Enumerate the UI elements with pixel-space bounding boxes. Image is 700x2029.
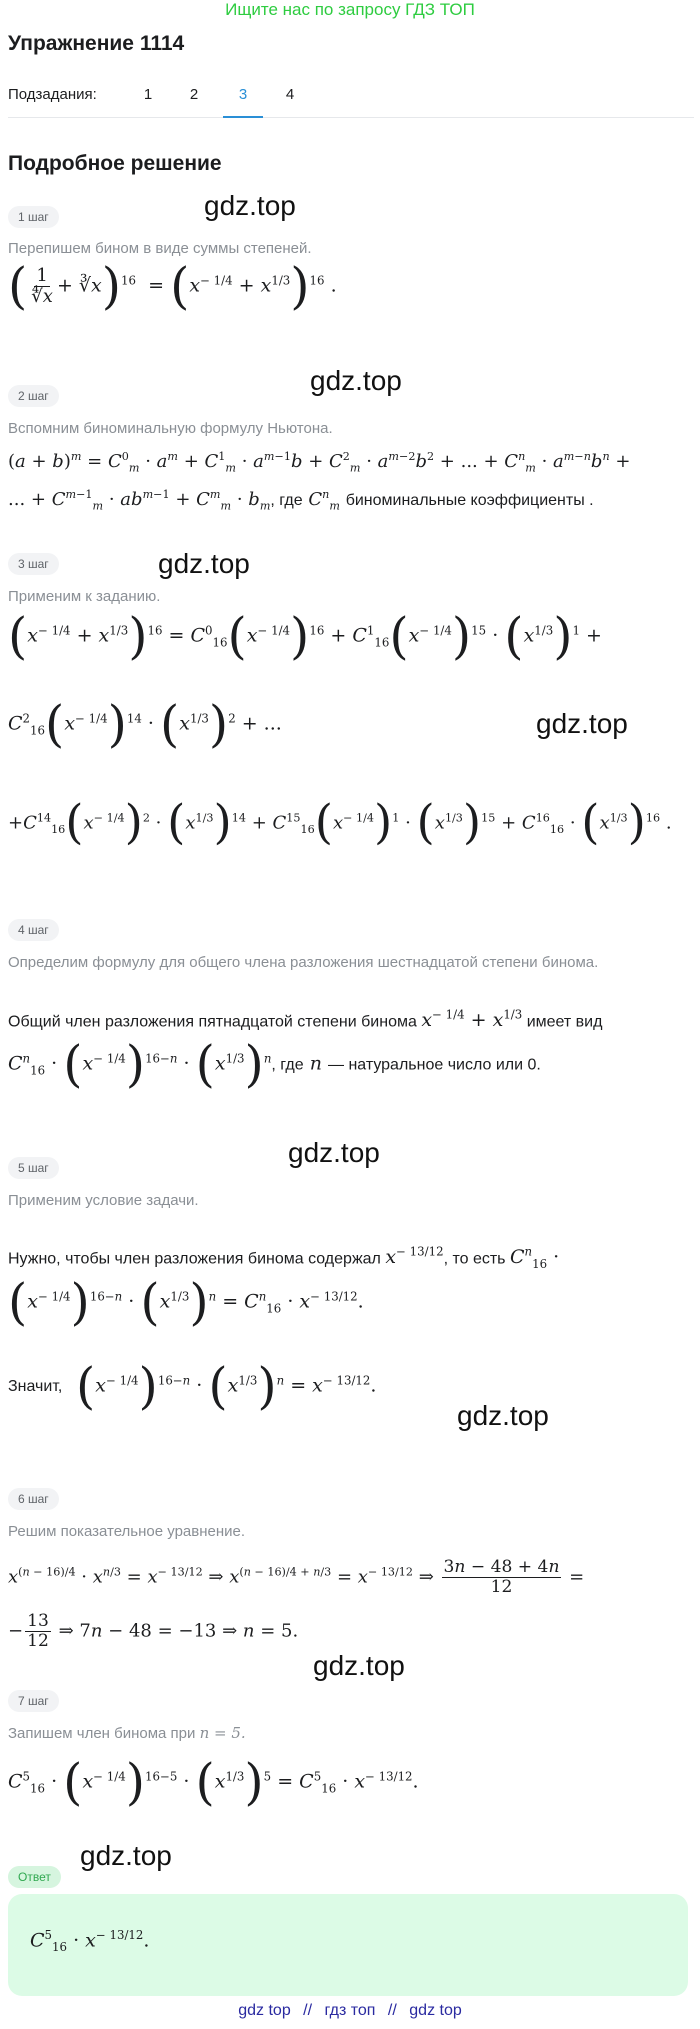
step-7-formula: $C^5_{16} \cdot (x^{- 1/4})^{16-5} \cdot (x^{1/3})^5 = C^5_{16} \cdot x^{- 13/12}$. <box>8 1753 419 1811</box>
footer-links <box>0 2002 700 2020</box>
step-1-desc: Перепишем бином в виде суммы степеней. <box>8 240 312 257</box>
step-5-therefore <box>8 1378 62 1396</box>
step-5-power: $x^{- 13/12}$ <box>385 1245 444 1269</box>
step-2-where: , где <box>270 492 303 509</box>
step-7-badge: 7 шаг <box>8 1690 59 1712</box>
subtasks-bar <box>8 84 694 118</box>
watermark: gdz.top <box>158 548 250 579</box>
step-6-badge: 6 шаг <box>8 1488 59 1510</box>
step-7-desc-value: n = 5. <box>199 1724 246 1742</box>
step-7-desc-text: Запишем член бинома при <box>8 1725 196 1742</box>
footer-link-3[interactable]: gdz top <box>409 2002 462 2019</box>
step-1-badge: 1 шаг <box>8 206 59 228</box>
step-4-natural: — натуральное число или 0. <box>328 1056 541 1074</box>
subtasks-label: Подзадания: <box>8 86 97 103</box>
step-4-where: , где <box>271 1056 304 1074</box>
step-5-formula-1: $(x^{- 1/4})^{16-n} \cdot (x^{1/3})^n = C^n_{16} \cdot x^{- 13/12}$. <box>8 1273 364 1331</box>
watermark: gdz.top <box>313 1650 405 1681</box>
step-3-badge: 3 шаг <box>8 553 59 575</box>
watermark: gdz.top <box>310 365 402 396</box>
step-2-formula-line1: $(a + b)^m = C^0_m \cdot a^m + C^1_m \cdot a^{m-1}b + C^2_m \cdot a^{m-2}b^2$ + ... + $C^n_m \cdot a^{m-n}b^n$ + <box>8 450 631 475</box>
watermark: gdz.top <box>80 1840 172 1871</box>
step-4-general-term <box>8 1008 602 1031</box>
step-3-desc: Применим к заданию. <box>8 588 161 605</box>
watermark: gdz.top <box>204 190 296 221</box>
answer-formula: $C^5_{16} \cdot x^{- 13/12}$. <box>30 1928 150 1955</box>
watermark: gdz.top <box>288 1137 380 1168</box>
step-3-formula-line3: $+C^{14}_{16}(x^{- 1/4})^2 \cdot (x^{1/3})^{14} + C^{15}_{16}(x^{- 1/4})^1 \cdot (x^{1/3})^{15} + C^{16}_{16} \cdot (x^{1/3})^{16}$ . <box>8 796 672 850</box>
step-5-coef: $C^n_{16}$ · <box>509 1245 560 1272</box>
subtask-tab-3[interactable]: 3 <box>223 84 263 118</box>
step-5-formula-2: $(x^{- 1/4})^{16-n} \cdot (x^{1/3})^n = x^{- 13/12}$. <box>76 1357 377 1415</box>
step-4-general-text: Общий член разложения пятнадцатой степени бинома <box>8 1013 417 1031</box>
step-5-need <box>8 1245 559 1271</box>
step-3-formula-line1: $(x^{- 1/4} + x^{1/3})^{16} = C^0_{16}(x^{- 1/4})^{16} + C^1_{16}(x^{- 1/4})^{15} \cdot (x^{1/3})^1$ + <box>8 607 602 665</box>
step-2-badge: 2 шаг <box>8 385 59 407</box>
top-banner[interactable]: Ищите нас по запросу ГДЗ ТОП <box>225 0 475 19</box>
footer-link-1[interactable]: gdz top <box>238 2002 291 2019</box>
step-5-need-text: Нужно, чтобы член разложения бинома содержал <box>8 1250 381 1268</box>
step-7-desc <box>8 1724 246 1742</box>
step-5-that-is: , то есть <box>443 1250 506 1268</box>
step-4-formula: $C^n_{16} \cdot (x^{- 1/4})^{16-n} \cdot (x^{1/3})^n$, где n — натуральное число или 0. <box>8 1035 541 1093</box>
exercise-title: Упражнение 1114 <box>8 32 185 55</box>
step-2-formula-line2: ... + $C^{m-1}_m \cdot ab^{m-1} + C^m_m \cdot b_m$, где $C^n_m$ биноминальные коэффициенты . <box>8 488 594 513</box>
watermark: gdz.top <box>457 1400 549 1431</box>
answer-box <box>8 1894 688 1996</box>
step-5-badge: 5 шаг <box>8 1157 59 1179</box>
footer-separator: // <box>387 2002 397 2019</box>
step-1-formula: ( $\frac{1}{∜x}$ + ∛x)$^{16}$ = $(x^{- 1/4} + x^{1/3})^{16}$ . <box>8 257 337 315</box>
answer-badge: Ответ <box>8 1866 61 1888</box>
solution-title: Подробное решение <box>8 152 222 175</box>
footer-separator: // <box>303 2002 313 2019</box>
step-4-has-form: имеет вид <box>526 1013 603 1031</box>
step-6-formula-line2: − $\frac{13}{12}$ ⇒ 7n − 48 = −13 ⇒ n = 5. <box>8 1611 299 1651</box>
subtask-tab-1[interactable]: 1 <box>143 86 153 103</box>
subtask-tab-4[interactable]: 4 <box>285 86 295 103</box>
step-2-coeff-text: биноминальные коэффициенты . <box>345 492 594 509</box>
step-5-desc: Применим условие задачи. <box>8 1192 199 1209</box>
step-6-formula-line1: $x^{(n - 16)/4} \cdot x^{n/3} = x^{- 13/12}$ ⇒ $x^{(n - 16)/4 + n/3} = x^{- 13/12}$ ⇒ $\frac{3n - 48 + 4n}{12}$ = <box>8 1557 585 1597</box>
step-3-formula-line2: $C^2_{16}(x^{- 1/4})^{14} \cdot (x^{1/3})^2$ + ... <box>8 695 282 753</box>
step-4-badge: 4 шаг <box>8 919 59 941</box>
step-5-therefore-text: Значит, <box>8 1378 63 1395</box>
step-6-desc: Решим показательное уравнение. <box>8 1523 246 1540</box>
subtask-tab-2[interactable]: 2 <box>189 86 199 103</box>
step-2-desc: Вспомним биноминальную формулу Ньютона. <box>8 420 333 437</box>
watermark: gdz.top <box>536 708 628 739</box>
step-4-desc: Определим формулу для общего члена разложения шестнадцатой степени бинома. <box>8 954 599 971</box>
footer-link-2[interactable]: гдз топ <box>324 2002 376 2019</box>
step-4-binom: $x^{- 1/4} + x^{1/3}$ <box>421 1008 523 1032</box>
